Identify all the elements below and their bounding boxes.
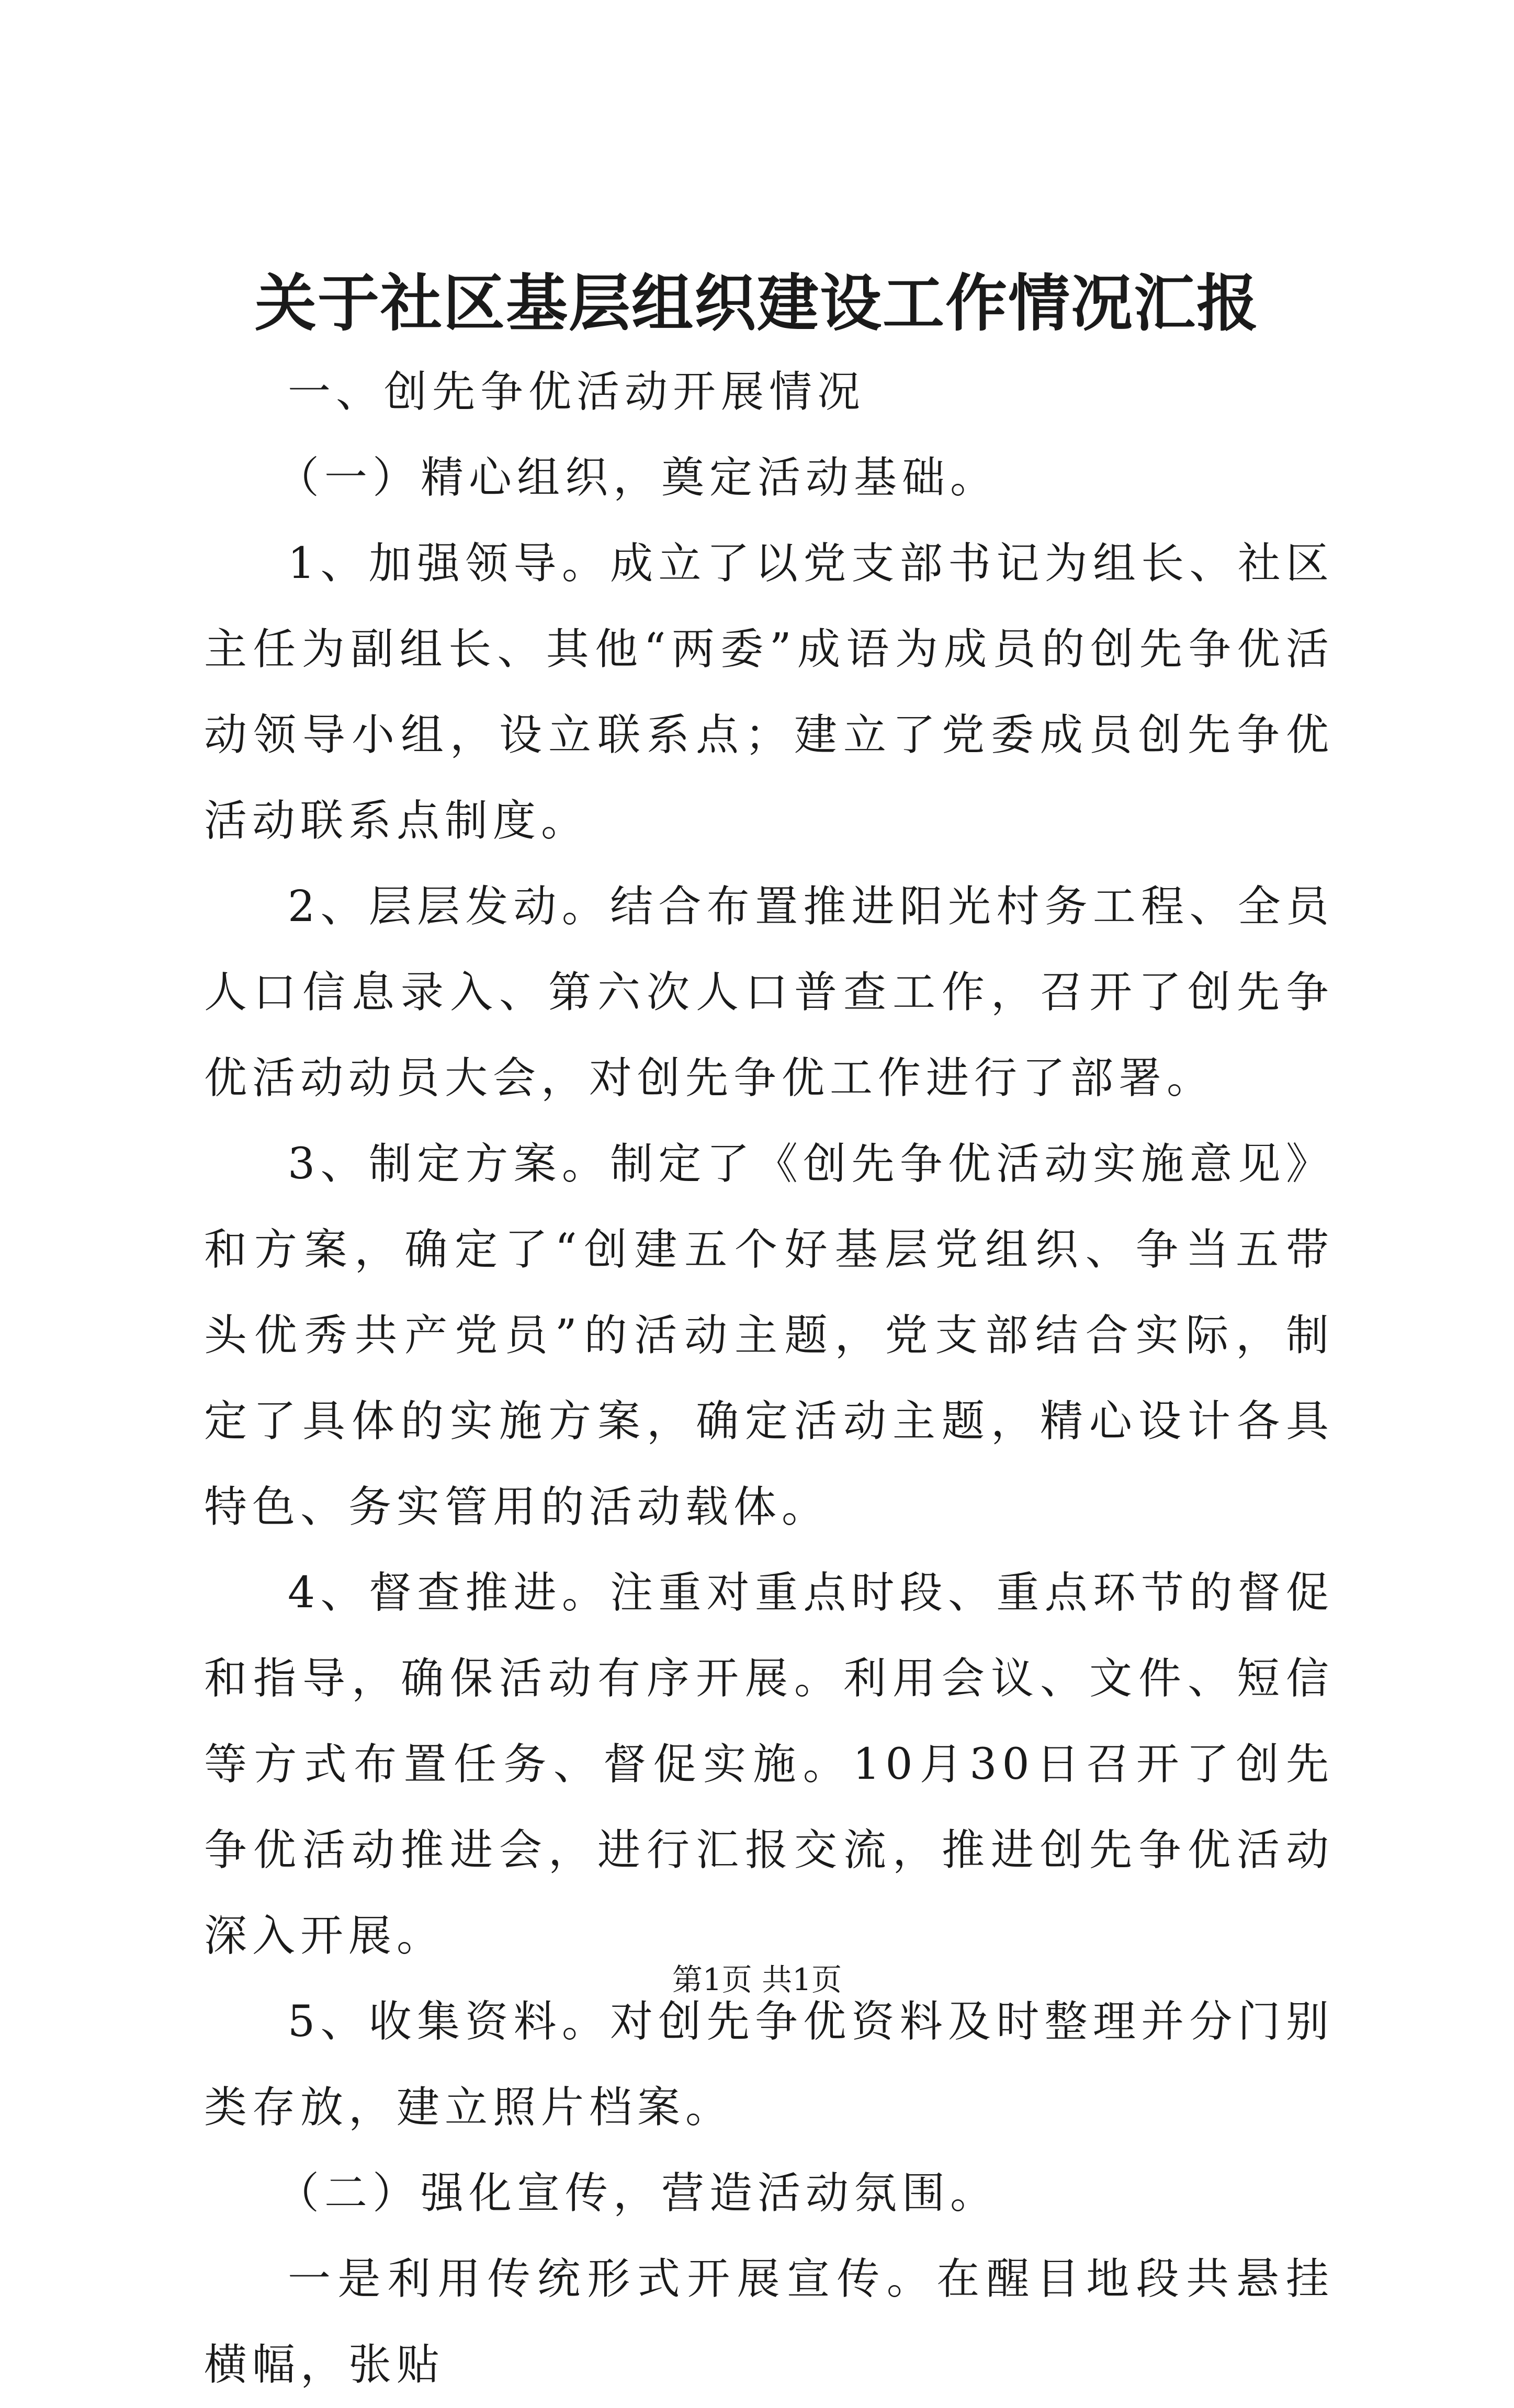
subsection-heading: （二）强化宣传，营造活动氛围。: [276, 2168, 999, 2218]
document-body: [204, 349, 1334, 2408]
paragraph-item-5: 5、收集资料。对创先争优资料及时整理并分门别类存放，建立照片档案。: [204, 1997, 1334, 2132]
page-footer: 第1页 共1页: [672, 1962, 842, 1997]
paragraph-item-2: 2、层层发动。结合布置推进阳光村务工程、全员人口信息录入、第六次人口普查工作，召开了创先争优活动动员大会，对创先争优工作进行了部署。: [204, 882, 1334, 1103]
paragraph-item-6: 一是利用传统形式开展宣传。在醒目地段共悬挂横幅，张贴: [204, 2254, 1334, 2390]
paragraph-item-3: 3、制定方案。制定了《创先争优活动实施意见》和方案，确定了“创建五个好基层党组织、争当五带头优秀共产党员”的活动主题，党支部结合实际，制定了具体的实施方案，确定活动主题，精心设计各具特色、务实管用的活动载体。: [204, 1139, 1334, 1532]
document-title: 关于社区基层组织建设工作情况汇报: [254, 267, 1259, 339]
paragraph-item-1: 1、加强领导。成立了以党支部书记为组长、社区主任为副组长、其他“两委”成语为成员的创先争优活动领导小组，设立联系点；建立了党委成员创先争优活动联系点制度。: [204, 539, 1334, 846]
subsection-heading: （一）精心组织，奠定活动基础。: [276, 453, 999, 503]
section-heading: 一、创先争优活动开展情况: [288, 367, 866, 417]
paragraph-item-4: 4、督查推进。注重对重点时段、重点环节的督促和指导，确保活动有序开展。利用会议、文件、短信等方式布置任务、督促实施。10月30日召开了创先争优活动推进会，进行汇报交流，推进创先争优活动深入开展。: [204, 1568, 1334, 1961]
